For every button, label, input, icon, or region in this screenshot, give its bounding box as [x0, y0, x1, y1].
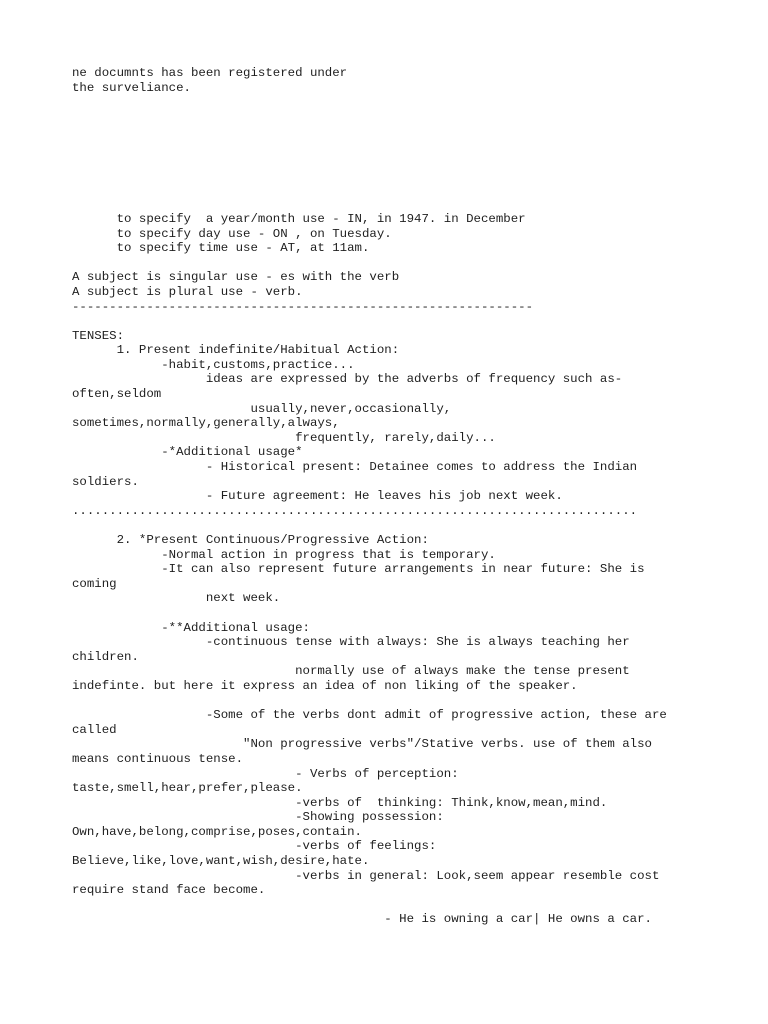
text-line: A subject is plural use - verb.	[72, 284, 303, 299]
text-line: to specify a year/month use - IN, in 1947. in December	[72, 211, 526, 226]
text-line: ideas are expressed by the adverbs of frequency such as-	[72, 372, 623, 387]
text-line: next week.	[72, 591, 281, 606]
text-line: TENSES:	[72, 328, 125, 343]
text-line: --------------------------------------------------------------	[72, 299, 534, 314]
text-line: ............................................................................	[72, 503, 638, 518]
document-body	[72, 66, 667, 927]
text-line: -verbs in general: Look,seem appear resemble cost	[72, 868, 660, 883]
text-line: taste,smell,hear,prefer,please.	[72, 781, 303, 796]
text-line: -Showing possession:	[72, 810, 444, 825]
text-line: Believe,like,love,want,wish,desire,hate.	[72, 854, 370, 869]
text-line: -Normal action in progress that is temporary.	[72, 547, 496, 562]
text-line: - Verbs of perception:	[72, 766, 459, 781]
text-line: -verbs of thinking: Think,know,mean,mind.	[72, 795, 608, 810]
text-line: normally use of always make the tense present	[72, 664, 630, 679]
text-line: frequently, rarely,daily...	[72, 430, 496, 445]
text-line	[72, 139, 667, 154]
text-line: -Some of the verbs dont admit of progressive action, these are	[72, 708, 667, 723]
text-line: means continuous tense.	[72, 751, 244, 766]
text-line	[72, 518, 667, 533]
text-line	[72, 183, 667, 198]
text-line	[72, 154, 667, 169]
text-line: coming	[72, 576, 117, 591]
text-line: sometimes,normally,generally,always,	[72, 416, 340, 431]
text-line: -habit,customs,practice...	[72, 357, 355, 372]
text-line: A subject is singular use - es with the verb	[72, 270, 400, 285]
text-line: the surveliance.	[72, 80, 191, 95]
text-line	[72, 168, 667, 183]
text-line: -**Additional usage:	[72, 620, 310, 635]
text-line: Own,have,belong,comprise,poses,contain.	[72, 824, 362, 839]
text-line: -verbs of feelings:	[72, 839, 437, 854]
text-line	[72, 197, 667, 212]
text-line: - Future agreement: He leaves his job next week.	[72, 489, 563, 504]
text-line: children.	[72, 649, 139, 664]
text-line: ne documnts has been registered under	[72, 66, 348, 80]
text-line	[72, 606, 667, 621]
text-line	[72, 694, 667, 709]
text-line: soldiers.	[72, 474, 139, 489]
text-line: -continuous tense with always: She is always teaching her	[72, 635, 630, 650]
text-line: to specify time use - AT, at 11am.	[72, 241, 370, 256]
text-line: often,seldom	[72, 387, 162, 402]
text-line	[72, 314, 667, 329]
text-line: usually,never,occasionally,	[72, 401, 452, 416]
text-line: indefinte. but here it express an idea of non liking of the speaker.	[72, 678, 578, 693]
text-line: to specify day use - ON , on Tuesday.	[72, 226, 392, 241]
text-line: require stand face become.	[72, 883, 266, 898]
text-line: 1. Present indefinite/Habitual Action:	[72, 343, 400, 358]
text-line: called	[72, 722, 117, 737]
text-line	[72, 95, 667, 110]
text-line: "Non progressive verbs"/Stative verbs. use of them also	[72, 737, 652, 752]
text-line	[72, 124, 667, 139]
text-line: -*Additional usage*	[72, 445, 303, 460]
text-line: 2. *Present Continuous/Progressive Action:	[72, 533, 429, 547]
text-line	[72, 256, 667, 271]
text-line: - Historical present: Detainee comes to address the Indian	[72, 460, 638, 475]
text-line	[72, 898, 667, 913]
text-line: -It can also represent future arrangements in near future: She is	[72, 562, 645, 577]
text-line: - He is owning a car| He owns a car.	[72, 912, 652, 927]
text-line	[72, 110, 667, 125]
